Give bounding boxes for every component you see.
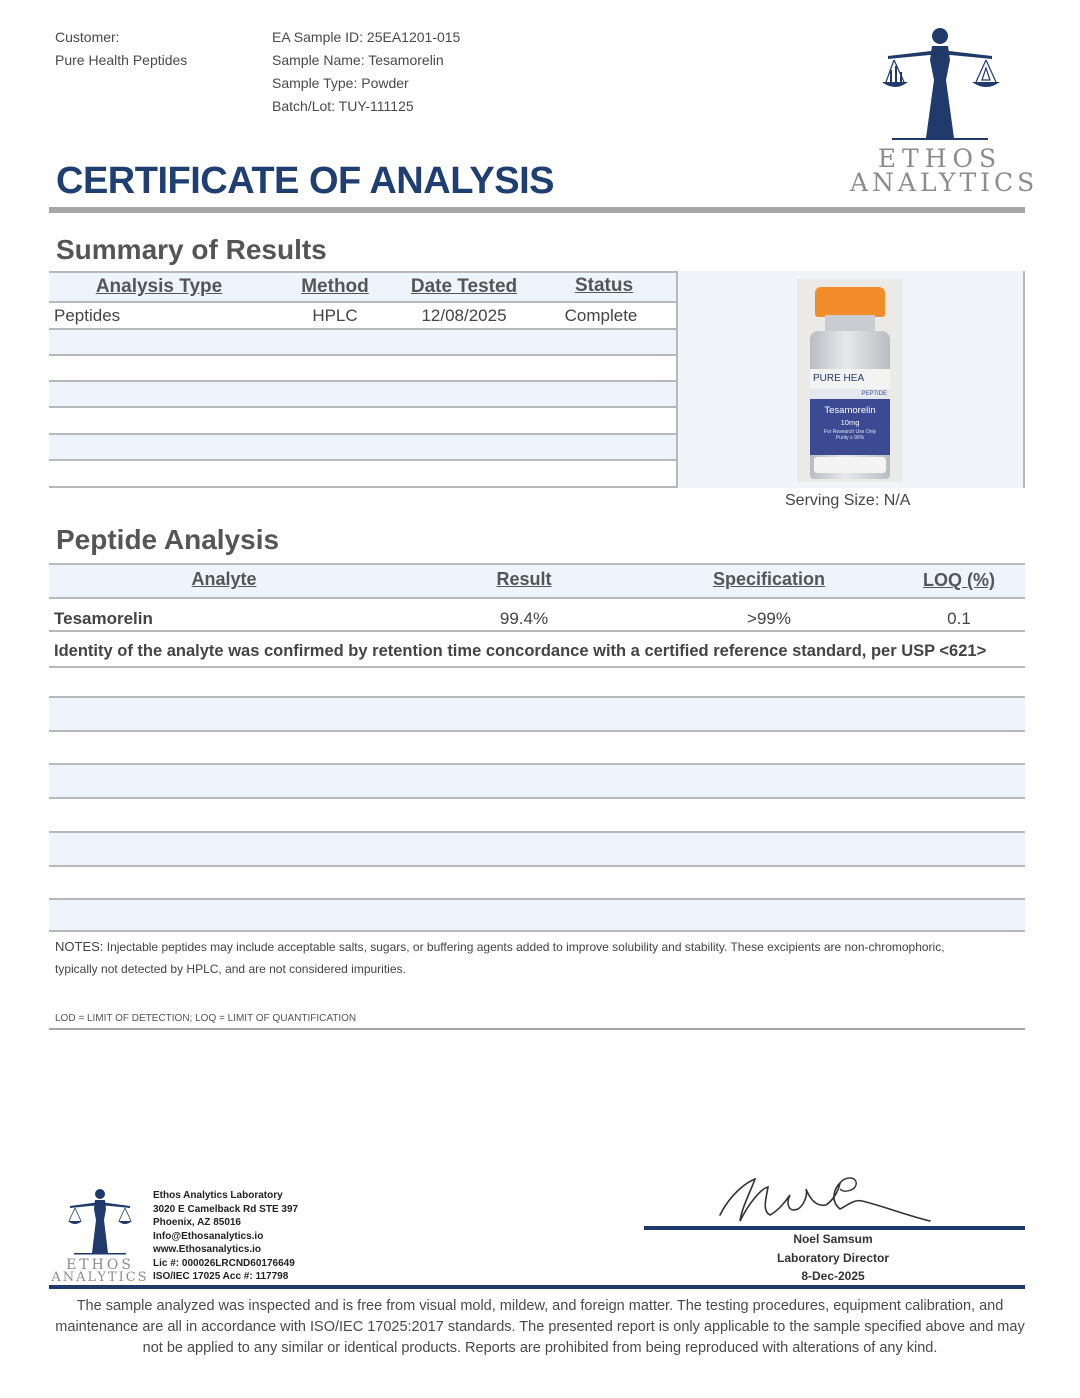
table-row <box>49 382 676 406</box>
peptide-table <box>49 563 1025 933</box>
summary-heading: Summary of Results <box>56 234 327 265</box>
vial-brand-sub: PEPTIDE <box>810 389 890 399</box>
footer-logo-analytics: ANALYTICS <box>51 1270 149 1285</box>
notes-text-1: Injectable peptides may include acceptable salts, sugars, or buffering agents added to improve solubility and stability. These excipients are non-chromophoric, <box>103 940 945 954</box>
vial-purity-line: Purity ≥ 99% <box>835 435 865 441</box>
lab-license: Lic #: 000026LRCND60176649 <box>153 1257 295 1269</box>
ethos-logo <box>850 20 1039 200</box>
peptide-heading: Peptide Analysis <box>56 524 280 555</box>
summary-col-analysis-type: Analysis Type <box>95 276 223 297</box>
abbreviation-note: LOD = LIMIT OF DETECTION; LOQ = LIMIT OF QUANTIFICATION <box>55 1013 357 1024</box>
sample-type: Sample Type: Powder <box>272 75 409 91</box>
customer-name: Pure Health Peptides <box>55 52 188 68</box>
sample-name: Sample Name: Tesamorelin <box>272 52 444 68</box>
signatory-block <box>733 1230 933 1286</box>
summary-col-date-tested: Date Tested <box>410 276 518 297</box>
footer-divider <box>49 1285 1025 1289</box>
table-row <box>49 435 676 459</box>
scales-of-justice-icon <box>50 1185 150 1257</box>
vial-research-line: For Research Use Only <box>823 429 877 435</box>
footer-logo <box>50 1185 150 1285</box>
logo-ethos-text: ETHOS <box>877 144 1003 173</box>
table-row <box>49 765 1025 797</box>
peptide-cell-specification: >99% <box>747 609 791 628</box>
identity-note: Identity of the analyte was confirmed by retention time concordance with a certified reference standard, per USP <621> <box>54 642 987 660</box>
lab-email: Info@Ethosanalytics.io <box>153 1230 264 1242</box>
logo-analytics-text: ANALYTICS <box>850 168 1039 197</box>
sample-id: EA Sample ID: 25EA1201-015 <box>272 29 461 45</box>
vial-cap <box>815 287 885 317</box>
peptide-cell-analyte: Tesamorelin <box>54 609 153 628</box>
summary-col-status: Status <box>574 275 634 296</box>
page-title: CERTIFICATE OF ANALYSIS <box>56 160 555 202</box>
notes-text-2: typically not detected by HPLC, and are not considered impurities. <box>55 962 406 976</box>
table-row <box>49 330 676 354</box>
table-row <box>49 698 1025 730</box>
footer-line-3: not be applied to any similar or identical products. Reports are prohibited from being reproduced with alterations of any kind. <box>142 1340 938 1356</box>
customer-block <box>55 26 187 72</box>
peptide-col-specification: Specification <box>712 569 826 589</box>
peptide-col-result: Result <box>496 569 552 589</box>
lab-info-block <box>153 1189 298 1284</box>
vial-body <box>810 331 890 479</box>
summary-cell-date: 12/08/2025 <box>421 306 507 325</box>
table-row <box>49 900 1025 930</box>
vial-brand: PURE HEA <box>810 369 890 389</box>
sample-info-block <box>272 26 460 118</box>
footer-disclaimer <box>30 1296 1050 1359</box>
signature-date: 8-Dec-2025 <box>801 1269 865 1283</box>
summary-cell-method: HPLC <box>312 306 358 325</box>
handwritten-signature <box>690 1165 960 1230</box>
lab-website: www.Ethosanalytics.io <box>153 1244 261 1255</box>
peptide-col-analyte: Analyte <box>191 569 257 589</box>
lab-iso: ISO/IEC 17025 Acc #: 117798 <box>153 1271 289 1282</box>
sample-photo <box>797 279 903 482</box>
footer-logo-ethos: ETHOS <box>66 1257 134 1273</box>
summary-cell-status: Complete <box>564 306 638 325</box>
lab-address-2: Phoenix, AZ 85016 <box>153 1217 241 1228</box>
scales-of-justice-icon <box>850 20 1030 145</box>
signatory-role: Laboratory Director <box>776 1250 890 1265</box>
peptide-cell-loq: 0.1 <box>947 609 971 628</box>
lab-address-1: 3020 E Camelback Rd STE 397 <box>153 1203 299 1215</box>
vial-dose: 10mg <box>840 418 860 427</box>
vial-label <box>810 399 890 455</box>
signatory-name: Noel Samsum <box>793 1232 873 1246</box>
summary-cell-analysis-type: Peptides <box>54 306 121 325</box>
summary-table <box>49 271 1025 489</box>
table-row <box>49 833 1025 865</box>
peptide-cell-result: 99.4% <box>499 609 549 628</box>
notes-divider <box>49 1028 1025 1030</box>
notes-label: NOTES: <box>55 939 104 954</box>
signature <box>690 1165 960 1230</box>
notes-block <box>55 936 1025 980</box>
lab-name: Ethos Analytics Laboratory <box>153 1190 283 1201</box>
footer-line-1: The sample analyzed was inspected and is free from visual mold, mildew, and foreign matter. The testing procedures, equipment calibration, and <box>76 1298 1004 1314</box>
footer-line-2: maintenance are all in accordance with ISO/IEC 17025:2017 standards. The presented report is only applicable to the sample specified above and may <box>55 1319 1025 1335</box>
peptide-col-loq: LOQ (%) <box>923 570 995 590</box>
summary-col-method: Method <box>301 276 369 297</box>
serving-size: Serving Size: N/A <box>785 492 911 509</box>
batch-lot: Batch/Lot: TUY-111125 <box>272 98 414 114</box>
sample-image-panel <box>676 271 1025 488</box>
vial-product: Tesamorelin <box>824 405 876 416</box>
customer-label: Customer: <box>55 29 120 45</box>
vial-powder <box>814 457 886 473</box>
title-divider <box>49 207 1025 213</box>
